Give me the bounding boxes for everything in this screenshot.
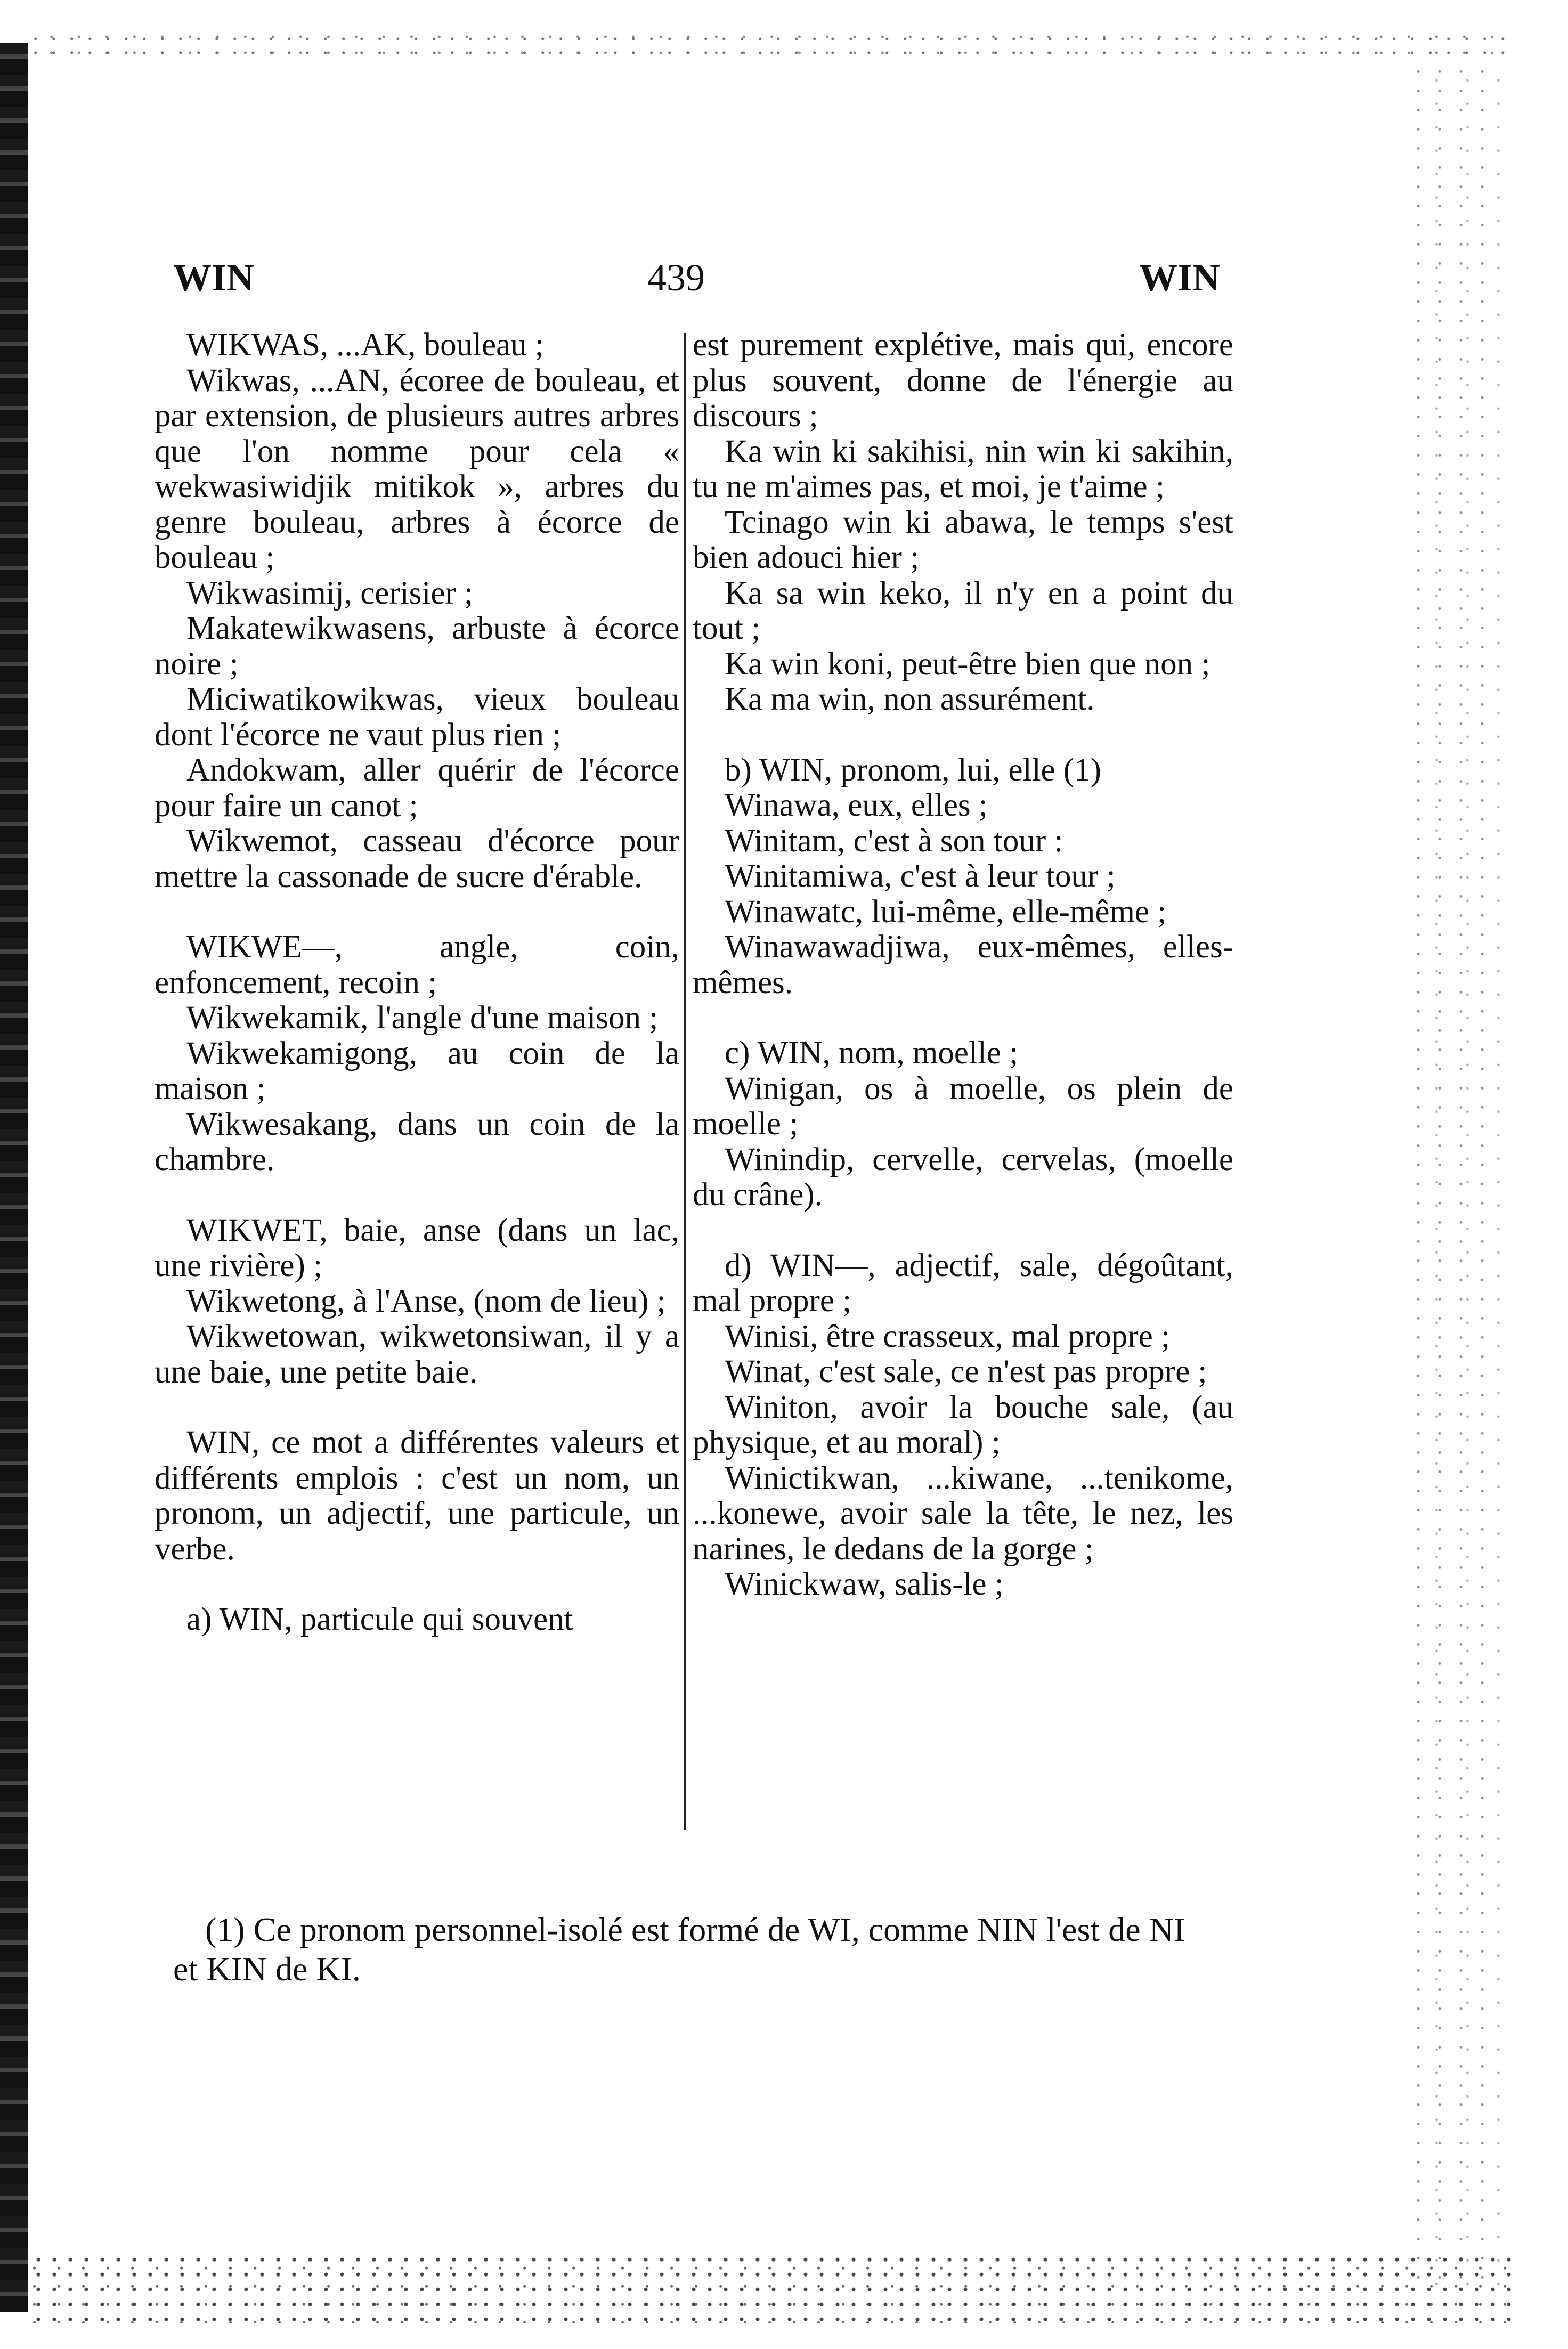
scan-edge-bottom: [32, 2254, 1513, 2323]
entry-makatewikwasens: Makatewikwasens, arbuste à écorce noire ;: [155, 611, 679, 682]
running-head-right: WIN: [1139, 256, 1220, 299]
entry-ka-sa-win-keko: Ka sa win keko, il n'y en a point du tout ;: [693, 575, 1233, 646]
entry-win-a-continued: est purement explétive, mais qui, encore plus souvent, donne de l'énergie au discours ;: [693, 327, 1233, 434]
page-number: 439: [647, 256, 705, 299]
entry-wikwas-an: Wikwas, ...AN, écoree de bouleau, et par extension, de plusieurs autres arbres que l'on nomme pour cela « wekwasiwidjik mitikok », arbres du genre bouleau, arbres à écorce de bouleau ;: [155, 362, 679, 575]
right-column: [693, 328, 1233, 1603]
entry-tcinago: Tcinago win ki abawa, le temps s'est bien adouci hier ;: [693, 504, 1233, 575]
entry-wikwas-ak: WIKWAS, ...AK, bouleau ;: [186, 327, 544, 363]
entry-win-c: c) WIN, nom, moelle ;: [725, 1035, 1019, 1071]
entry-winawatc: Winawatc, lui-même, elle-même ;: [725, 893, 1167, 930]
entry-wikwekamigong: Wikwekamigong, au coin de la maison ;: [155, 1035, 679, 1107]
entry-winictikwan: Winictikwan, ...kiwane, ...tenikome, ...konewe, avoir sale la tête, le nez, les narines, le dedans de la gorge ;: [693, 1460, 1233, 1567]
entry-wikwekamik: Wikwekamik, l'angle d'une maison ;: [186, 1000, 659, 1036]
entry-wikwemot: Wikwemot, casseau d'écorce pour mettre la cassonade de sucre d'érable.: [155, 823, 679, 895]
entry-ka-win-ki-sakihisi: Ka win ki sakihisi, nin win ki sakihin, tu ne m'aimes pas, et moi, je t'aime ;: [693, 433, 1233, 505]
scan-edge-top: [32, 32, 1518, 64]
entry-wikwesakang: Wikwesakang, dans un coin de la chambre.: [155, 1106, 679, 1177]
entry-winiton: Winiton, avoir la bouche sale, (au physique, et au moral) ;: [693, 1389, 1233, 1460]
entry-winawawadjiwa: Winawawadjiwa, eux-mêmes, elles-mêmes.: [693, 929, 1233, 1001]
scan-edge-right: [1412, 64, 1502, 2291]
entry-ka-ma-win: Ka ma win, non assurément.: [725, 681, 1095, 717]
entry-miciwatikowikwas: Miciwatikowikwas, vieux bouleau dont l'écorce ne vaut plus rien ;: [155, 681, 679, 753]
entry-winat: Winat, c'est sale, ce n'est pas propre ;: [725, 1354, 1207, 1389]
entry-wikwetowan: Wikwetowan, wikwetonsiwan, il y a une baie, une petite baie.: [155, 1319, 679, 1390]
entry-wikwet: WIKWET, baie, anse (dans un lac, une rivière) ;: [155, 1212, 679, 1283]
scan-edge-left: [0, 43, 28, 2312]
left-column: [155, 328, 679, 1638]
entry-win-d: d) WIN—, adjectif, sale, dégoûtant, mal propre ;: [693, 1247, 1233, 1319]
entry-win-b: b) WIN, pronom, lui, elle (1): [725, 752, 1101, 788]
entry-wikwasimij: Wikwasimij, cerisier ;: [186, 575, 473, 611]
entry-wikwe: WIKWE—, angle, coin, enfoncement, recoin ;: [155, 929, 679, 1001]
entry-winitamiwa: Winitamiwa, c'est à leur tour ;: [725, 858, 1116, 894]
column-divider: [684, 333, 686, 1830]
entry-winawa: Winawa, eux, elles ;: [725, 787, 988, 823]
entry-win-a: a) WIN, particule qui souvent: [186, 1602, 573, 1637]
entry-wikwetong: Wikwetong, à l'Anse, (nom de lieu) ;: [186, 1283, 666, 1319]
entry-winitam: Winitam, c'est à son tour :: [725, 823, 1063, 859]
entry-andokwam: Andokwam, aller quérir de l'écorce pour faire un canot ;: [155, 752, 679, 824]
entry-win: WIN, ce mot a différentes valeurs et différents emplois : c'est un nom, un pronom, un adjectif, une particule, un verbe.: [155, 1425, 679, 1567]
running-head-left: WIN: [173, 256, 255, 299]
entry-winickwaw: Winickwaw, salis-le ;: [725, 1566, 1004, 1602]
entry-ka-win-koni: Ka win koni, peut-être bien que non ;: [725, 646, 1210, 682]
footnote: (1) Ce pronom personnel-isolé est formé de WI, comme NIN l'est de NI et KIN de KI.: [173, 1911, 1185, 1988]
entry-winisi: Winisi, être crasseux, mal propre ;: [725, 1318, 1171, 1354]
entry-winigan: Winigan, os à moelle, os plein de moelle ;: [693, 1070, 1233, 1142]
running-head: [173, 256, 1220, 304]
entry-winindip: Winindip, cervelle, cervelas, (moelle du crâne).: [693, 1141, 1233, 1213]
